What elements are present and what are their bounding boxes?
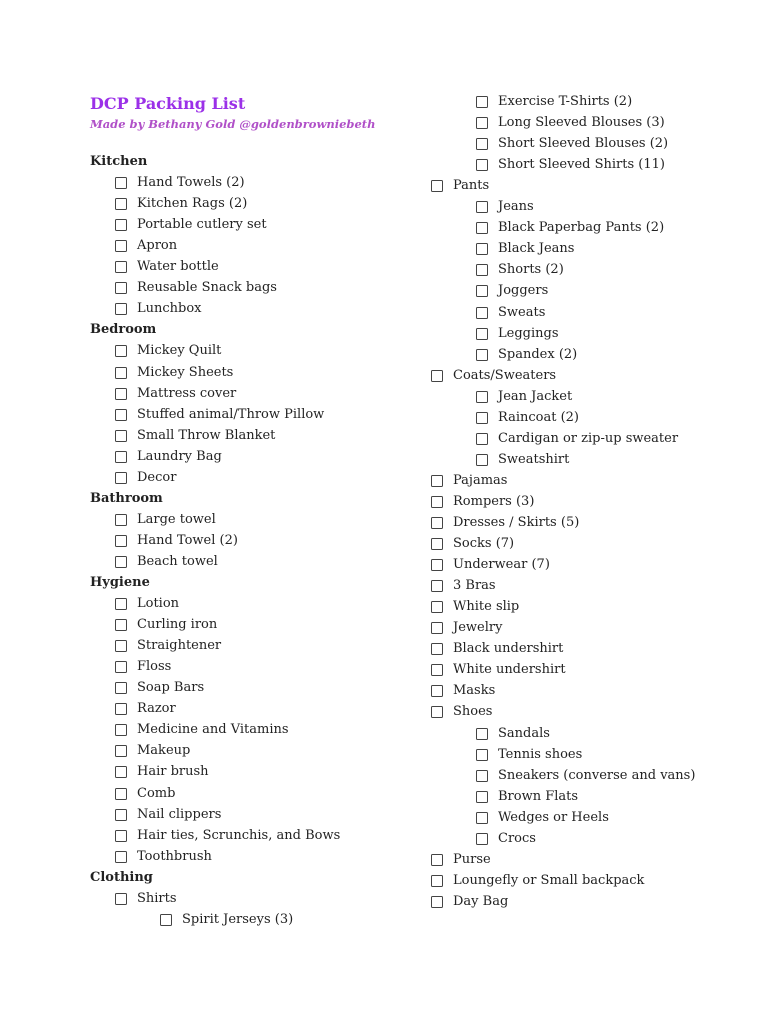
checkbox[interactable]: [115, 388, 127, 400]
checklist-item: [115, 194, 247, 214]
checkbox[interactable]: [115, 451, 127, 463]
checkbox[interactable]: [476, 264, 488, 276]
checklist-item-label: Underwear (7): [453, 557, 550, 573]
checkbox[interactable]: [115, 514, 127, 526]
checklist-item: [476, 766, 695, 786]
checkbox[interactable]: [115, 788, 127, 800]
checklist-item-label: Hair brush: [137, 764, 209, 780]
checkbox[interactable]: [431, 517, 443, 529]
checkbox[interactable]: [431, 622, 443, 634]
checklist-item: [476, 387, 572, 407]
checkbox[interactable]: [476, 728, 488, 740]
checklist-item-label: Spirit Jerseys (3): [182, 911, 294, 927]
checklist-item-label: Lotion: [137, 596, 180, 612]
checkbox[interactable]: [476, 812, 488, 824]
checklist-item: [115, 236, 177, 256]
checklist-item-label: Mickey Quilt: [137, 343, 222, 359]
checklist-item-label: Spandex (2): [498, 346, 578, 362]
checklist-item: [476, 450, 569, 470]
checklist-item-label: Lunchbox: [137, 301, 202, 317]
checkbox[interactable]: [115, 198, 127, 210]
checklist-item: [115, 826, 340, 846]
checklist-item: [476, 724, 550, 744]
checklist-item: [476, 197, 534, 217]
checklist-item-label: Sweatshirt: [498, 451, 570, 467]
checklist-item: [476, 260, 564, 280]
author-credit: Made by Bethany Gold @goldenbrowniebeth: [90, 117, 376, 131]
checkbox[interactable]: [115, 430, 127, 442]
checkbox[interactable]: [115, 598, 127, 610]
section-heading: [90, 320, 156, 340]
checklist-item-label: Leggings: [498, 325, 559, 341]
checklist-item: [115, 510, 216, 530]
checklist-item-label: Stuffed animal/Throw Pillow: [137, 406, 325, 422]
checkbox[interactable]: [115, 240, 127, 252]
checklist-item-label: Comb: [137, 785, 176, 801]
checklist-item-label: Day Bag: [453, 893, 509, 909]
checklist-item-label: 3 Bras: [453, 578, 496, 594]
checkbox[interactable]: [476, 791, 488, 803]
checklist-item: [115, 447, 222, 467]
checklist-item-label: Brown Flats: [498, 788, 579, 804]
checklist-item-label: Large towel: [137, 511, 216, 527]
checklist-item-label: Laundry Bag: [137, 448, 222, 464]
checklist-item-label: Nail clippers: [137, 806, 222, 822]
checklist-item-label: Shorts (2): [498, 262, 564, 278]
checkbox[interactable]: [115, 367, 127, 379]
checklist-item: [431, 660, 566, 680]
checklist-item-label: Masks: [453, 683, 496, 699]
checklist-item-label: White slip: [453, 599, 520, 615]
checkbox[interactable]: [431, 875, 443, 887]
checklist-item: [115, 847, 212, 867]
checklist-item-label: Black undershirt: [453, 641, 564, 657]
checklist-item: [431, 471, 507, 491]
checkbox[interactable]: [476, 201, 488, 213]
section-heading: [90, 573, 150, 593]
checkbox[interactable]: [431, 580, 443, 592]
checkbox[interactable]: [115, 282, 127, 294]
checkbox[interactable]: [476, 391, 488, 403]
checkbox[interactable]: [431, 475, 443, 487]
checklist-item: [476, 345, 577, 365]
checkbox[interactable]: [476, 349, 488, 361]
checklist-item-label: Floss: [137, 659, 172, 675]
checklist-item: [476, 324, 559, 344]
checklist-item: [431, 534, 514, 554]
checklist-item-label: Socks (7): [453, 536, 515, 552]
checklist-item: [115, 363, 233, 383]
checkbox[interactable]: [160, 914, 172, 926]
checklist-item-label: Crocs: [498, 830, 536, 846]
checklist-item-label: Razor: [137, 701, 176, 717]
checklist-item-label: Cardigan or zip-up sweater: [498, 430, 679, 446]
checklist-item: [476, 829, 536, 849]
checklist-item: [115, 215, 267, 235]
checkbox[interactable]: [476, 454, 488, 466]
checklist-item-label: Beach towel: [137, 553, 218, 569]
checkbox[interactable]: [431, 538, 443, 550]
checkbox[interactable]: [476, 433, 488, 445]
checklist-item-label: Exercise T-Shirts (2): [498, 94, 633, 109]
checkbox[interactable]: [115, 535, 127, 547]
checkbox[interactable]: [476, 96, 488, 108]
checklist-item: [115, 889, 177, 909]
checklist-item-label: Dresses / Skirts (5): [453, 515, 580, 530]
checklist-item: [431, 850, 491, 870]
checklist-item-label: Pajamas: [453, 472, 508, 488]
checklist-item: [476, 218, 664, 238]
checklist-item-label: Sweats: [498, 304, 546, 320]
checkbox[interactable]: [115, 472, 127, 484]
checkbox[interactable]: [431, 706, 443, 718]
checklist-item: [476, 92, 632, 112]
checkbox[interactable]: [431, 854, 443, 866]
checklist-item-label: Jean Jacket: [498, 388, 573, 404]
checkbox[interactable]: [476, 243, 488, 255]
checkbox[interactable]: [115, 766, 127, 778]
checklist-item: [476, 808, 609, 828]
checklist-item: [115, 531, 238, 551]
checklist-item: [431, 176, 489, 196]
checklist-item: [476, 303, 545, 323]
section-heading: [90, 868, 153, 888]
checkbox[interactable]: [431, 664, 443, 676]
checkbox[interactable]: [431, 685, 443, 697]
checklist-item-label: Loungefly or Small backpack: [453, 872, 645, 888]
checkbox[interactable]: [115, 619, 127, 631]
checkbox[interactable]: [115, 261, 127, 273]
checklist-item: [431, 366, 556, 386]
checkbox[interactable]: [476, 159, 488, 171]
checkbox[interactable]: [431, 180, 443, 192]
checklist-item: [476, 134, 668, 154]
checkbox[interactable]: [476, 328, 488, 340]
checkbox[interactable]: [431, 559, 443, 571]
checklist-item-label: Hair ties, Scrunchis, and Bows: [137, 827, 341, 843]
checklist-item-label: Soap Bars: [137, 680, 205, 696]
checkbox[interactable]: [431, 643, 443, 655]
checklist-item-label: Kitchen Rags (2): [137, 196, 248, 212]
checklist-item: [431, 871, 644, 891]
checklist-item: [431, 618, 502, 638]
checkbox[interactable]: [115, 640, 127, 652]
checklist-item-label: Long Sleeved Blouses (3): [498, 115, 665, 131]
section-heading-text: Bedroom: [90, 322, 157, 338]
checklist-item: [476, 155, 665, 175]
checklist-item: [115, 657, 171, 677]
section-heading-text: Clothing: [90, 869, 153, 885]
checklist-item-label: Black Paperbag Pants (2): [498, 220, 665, 236]
checkbox[interactable]: [476, 770, 488, 782]
checklist-item: [115, 384, 236, 404]
checkbox[interactable]: [431, 896, 443, 908]
checklist-item-label: Mickey Sheets: [137, 364, 234, 380]
checkbox[interactable]: [115, 661, 127, 673]
checklist-item-label: Shirts: [137, 890, 177, 906]
checkbox[interactable]: [476, 285, 488, 297]
checklist-item: [431, 892, 508, 912]
checklist-item-label: Makeup: [137, 743, 191, 759]
checklist-item-label: Portable cutlery set: [137, 217, 267, 233]
checklist-item: [115, 636, 221, 656]
checklist-item: [115, 762, 209, 782]
checklist-item: [115, 426, 275, 446]
checkbox[interactable]: [115, 556, 127, 568]
checklist-item: [476, 239, 574, 259]
checkbox[interactable]: [476, 117, 488, 129]
checklist-item-label: Apron: [137, 238, 178, 254]
checklist-item: [115, 741, 190, 761]
checkbox[interactable]: [431, 496, 443, 508]
checklist-item: [115, 594, 179, 614]
checklist-item: [476, 787, 578, 807]
checklist-item: [115, 341, 221, 361]
checklist-item-label: Purse: [453, 851, 491, 867]
checklist-item-label: Tennis shoes: [498, 746, 583, 762]
checklist-item: [431, 639, 563, 659]
checklist-item-label: Reusable Snack bags: [137, 280, 277, 296]
checkbox[interactable]: [115, 703, 127, 715]
checklist-item: [431, 681, 495, 701]
checkbox[interactable]: [476, 222, 488, 234]
checklist-item-label: Short Sleeved Blouses (2): [498, 136, 669, 152]
checklist-item: [115, 173, 245, 193]
checklist-item-label: Short Sleeved Shirts (11): [498, 157, 665, 173]
checklist-item: [115, 552, 218, 572]
checkbox[interactable]: [115, 219, 127, 231]
checklist-item: [431, 702, 492, 722]
checkbox[interactable]: [115, 851, 127, 863]
checklist-item: [476, 113, 665, 133]
section-heading-text: Hygiene: [90, 575, 150, 590]
checklist-item-label: Joggers: [498, 283, 549, 299]
checklist-item-label: Wedges or Heels: [498, 809, 609, 825]
checklist-item-label: Mattress cover: [137, 385, 237, 401]
checklist-item: [476, 745, 582, 765]
checklist-item-label: Jeans: [498, 199, 534, 215]
checklist-item-label: Sneakers (converse and vans): [498, 767, 696, 783]
checklist-item-label: Small Throw Blanket: [137, 427, 276, 443]
checklist-item: [115, 699, 176, 719]
checklist-item-label: Raincoat (2): [498, 409, 579, 425]
checklist-item: [476, 429, 678, 449]
checklist-item-label: Hand Towel (2): [137, 532, 238, 548]
checklist-item: [115, 468, 176, 488]
section-heading-text: Kitchen: [90, 154, 148, 169]
checkbox[interactable]: [476, 833, 488, 845]
checklist-item: [431, 555, 550, 575]
checkbox[interactable]: [115, 745, 127, 757]
checklist-item: [160, 910, 293, 930]
checklist-item-label: Straightener: [137, 638, 222, 654]
checklist-item: [115, 405, 324, 425]
checklist-item: [115, 299, 202, 319]
checkbox[interactable]: [115, 893, 127, 905]
checklist-item: [115, 784, 175, 804]
checklist-item: [115, 720, 289, 740]
checklist-item-label: White undershirt: [453, 662, 566, 678]
checklist-item: [115, 615, 217, 635]
checklist-item: [115, 257, 219, 277]
checklist-item-label: Medicine and Vitamins: [137, 722, 289, 738]
checklist-item-label: Black Jeans: [498, 241, 575, 257]
checklist-item: [115, 805, 221, 825]
checklist-item: [115, 678, 204, 698]
section-heading-text: Bathroom: [90, 490, 163, 506]
checkbox[interactable]: [115, 177, 127, 189]
checkbox[interactable]: [115, 303, 127, 315]
checklist-item-label: Hand Towels (2): [137, 175, 245, 191]
checklist-item-label: Toothbrush: [137, 848, 212, 864]
checkbox[interactable]: [431, 370, 443, 382]
checklist-item: [431, 513, 579, 533]
checklist-item-label: Decor: [137, 469, 177, 485]
checkbox[interactable]: [115, 345, 127, 357]
checklist-item: [476, 281, 548, 301]
checkbox[interactable]: [115, 830, 127, 842]
checkbox[interactable]: [431, 601, 443, 613]
checklist-item-label: Coats/Sweaters: [453, 367, 557, 383]
checkbox[interactable]: [115, 409, 127, 421]
checkbox[interactable]: [476, 138, 488, 150]
checklist-item: [431, 597, 519, 617]
checkbox[interactable]: [115, 724, 127, 736]
checklist-item: [476, 408, 579, 428]
checklist-item: [431, 576, 496, 596]
checkbox[interactable]: [476, 307, 488, 319]
checkbox[interactable]: [476, 412, 488, 424]
section-heading: [90, 489, 163, 509]
checklist-item-label: Rompers (3): [453, 493, 535, 509]
checklist-item-label: Curling iron: [137, 617, 218, 633]
checklist-item: [115, 278, 277, 298]
checklist-item-label: Pants: [453, 178, 490, 194]
checkbox[interactable]: [476, 749, 488, 761]
checklist-item-label: Sandals: [498, 725, 550, 741]
page-title: DCP Packing List: [90, 94, 246, 113]
checkbox[interactable]: [115, 682, 127, 694]
checklist-item-label: Water bottle: [137, 259, 219, 275]
checklist-item-label: Shoes: [453, 704, 493, 720]
section-heading: [90, 152, 147, 172]
checklist-item-label: Jewelry: [453, 620, 503, 636]
checkbox[interactable]: [115, 809, 127, 821]
checklist-item: [431, 492, 534, 512]
